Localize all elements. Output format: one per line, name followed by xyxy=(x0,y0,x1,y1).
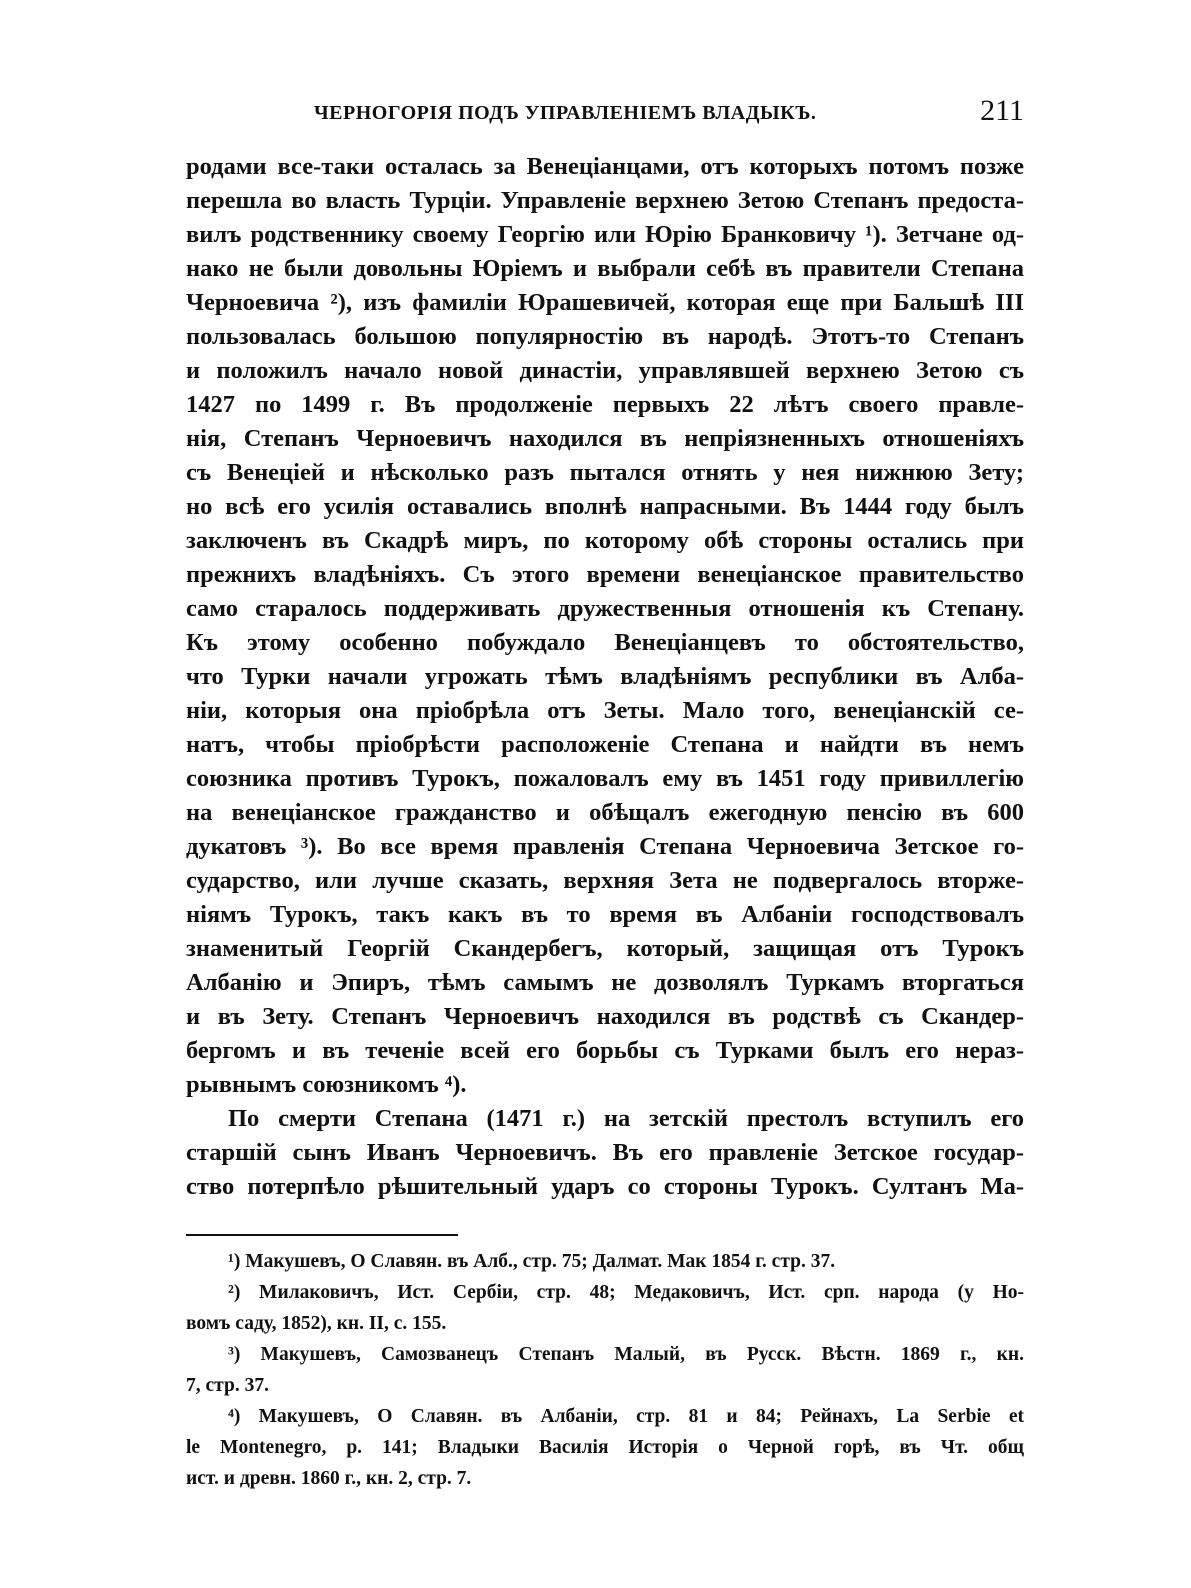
running-title: ЧЕРНОГОРІЯ ПОДЪ УПРАВЛЕНІЕМЪ ВЛАДЫКЪ. xyxy=(314,102,817,124)
text-line: ніи, которыя она пріобрѣла отъ Зеты. Мало того, венеціанскій се- xyxy=(186,697,1024,724)
text-line: старшій сынъ Иванъ Черноевичъ. Въ его правленіе Зетское государ- xyxy=(186,1139,1024,1166)
paragraph-first-line: По смерти Степана (1471 г.) на зетскій престолъ вступилъ его xyxy=(228,1105,1024,1132)
footnote-line: 7, стр. 37. xyxy=(186,1375,269,1396)
text-line: вилъ родственнику своему Георгію или Юрію Бранковичу ¹). Зетчане од- xyxy=(186,221,1024,248)
text-line: дукатовъ ³). Во все время правленія Степана Черноевича Зетское го- xyxy=(186,833,1024,860)
footnote-line: вомъ саду, 1852), кн. II, с. 155. xyxy=(186,1313,447,1334)
text-line: рывнымъ союзникомъ ⁴). xyxy=(186,1071,467,1098)
text-line: натъ, чтобы пріобрѣсти расположеніе Степана и найдти въ немъ xyxy=(186,731,1024,758)
page-header xyxy=(186,94,1024,134)
text-line: и въ Зету. Степанъ Черноевичъ находился въ родствѣ съ Скандер- xyxy=(186,1003,1024,1030)
text-line: Черноевича ²), изъ фамиліи Юрашевичей, которая еще при Бальшѣ III xyxy=(186,289,1024,316)
text-line: родами все-таки осталась за Венеціанцами, отъ которыхъ потомъ позже xyxy=(186,153,1024,180)
text-line: нія, Степанъ Черноевичъ находился въ непріязненныхъ отношеніяхъ xyxy=(186,425,1024,452)
text-line: союзника противъ Турокъ, пожаловалъ ему въ 1451 году привиллегію xyxy=(186,765,1024,792)
footnotes xyxy=(186,1246,1024,1494)
text-line: но всѣ его усилія оставались вполнѣ напрасными. Въ 1444 году былъ xyxy=(186,493,1024,520)
body-text xyxy=(186,150,1024,1204)
footnote-line: ²) Милаковичъ, Ист. Сербіи, стр. 48; Медаковичъ, Ист. срп. народа (у Но- xyxy=(228,1282,1024,1303)
text-line: прежнихъ владѣніяхъ. Съ этого времени венеціанское правительство xyxy=(186,561,1024,588)
text-line: нако не были довольны Юріемъ и выбрали себѣ въ правители Степана xyxy=(186,255,1024,282)
footnote-divider xyxy=(186,1234,458,1236)
text-line: Къ этому особенно побуждало Венеціанцевъ то обстоятельство, xyxy=(186,629,1024,656)
text-line: съ Венеціей и нѣсколько разъ пытался отнять у нея нижнюю Зету; xyxy=(186,459,1024,486)
text-line: само старалось поддерживать дружественныя отношенія къ Степану. xyxy=(186,595,1024,622)
footnote-line: ¹) Макушевъ, О Славян. въ Алб., стр. 75; Далмат. Мак 1854 г. стр. 37. xyxy=(228,1251,836,1272)
text-line: что Турки начали угрожать тѣмъ владѣніямъ республики въ Алба- xyxy=(186,663,1024,690)
text-line: заключенъ въ Скадрѣ миръ, по которому обѣ стороны остались при xyxy=(186,527,1024,554)
text-line: на венеціанское гражданство и обѣщалъ ежегодную пенсію въ 600 xyxy=(186,799,1024,826)
text-line: ніямъ Турокъ, такъ какъ въ то время въ Албаніи господствовалъ xyxy=(186,901,1024,928)
text-line: пользовалась большою популярностію въ народѣ. Этотъ-то Степанъ xyxy=(186,323,1024,350)
text-line: сударство, или лучше сказать, верхняя Зета не подвергалось вторже- xyxy=(186,867,1024,894)
text-line: Албанію и Эпиръ, тѣмъ самымъ не дозволялъ Туркамъ вторгаться xyxy=(186,969,1024,996)
text-line: перешла во власть Турціи. Управленіе верхнею Зетою Степанъ предоста- xyxy=(186,187,1024,214)
text-line: бергомъ и въ теченіе всей его борьбы съ Турками былъ его нераз- xyxy=(186,1037,1024,1064)
footnote-line: ³) Макушевъ, Самозванецъ Степанъ Малый, въ Русск. Вѣстн. 1869 г., кн. xyxy=(228,1344,1024,1365)
page-number: 211 xyxy=(980,94,1024,127)
text-line: 1427 по 1499 г. Въ продолженіе первыхъ 22 лѣтъ своего правле- xyxy=(186,391,1024,418)
footnote-line: ⁴) Макушевъ, О Славян. въ Албаніи, стр. 81 и 84; Рейнахъ, La Serbie et xyxy=(228,1406,1024,1427)
footnote-line: le Montenegro, p. 141; Владыки Василія Исторія о Черной горѣ, въ Чт. общ xyxy=(186,1437,1024,1458)
footnote-line: ист. и древн. 1860 г., кн. 2, стр. 7. xyxy=(186,1468,472,1489)
text-line: и положилъ начало новой династіи, управлявшей верхнею Зетою съ xyxy=(186,357,1024,384)
text-line: знаменитый Георгій Скандербегъ, который, защищая отъ Турокъ xyxy=(186,935,1024,962)
text-line: ство потерпѣло рѣшительный ударъ со стороны Турокъ. Султанъ Ма- xyxy=(186,1173,1024,1200)
